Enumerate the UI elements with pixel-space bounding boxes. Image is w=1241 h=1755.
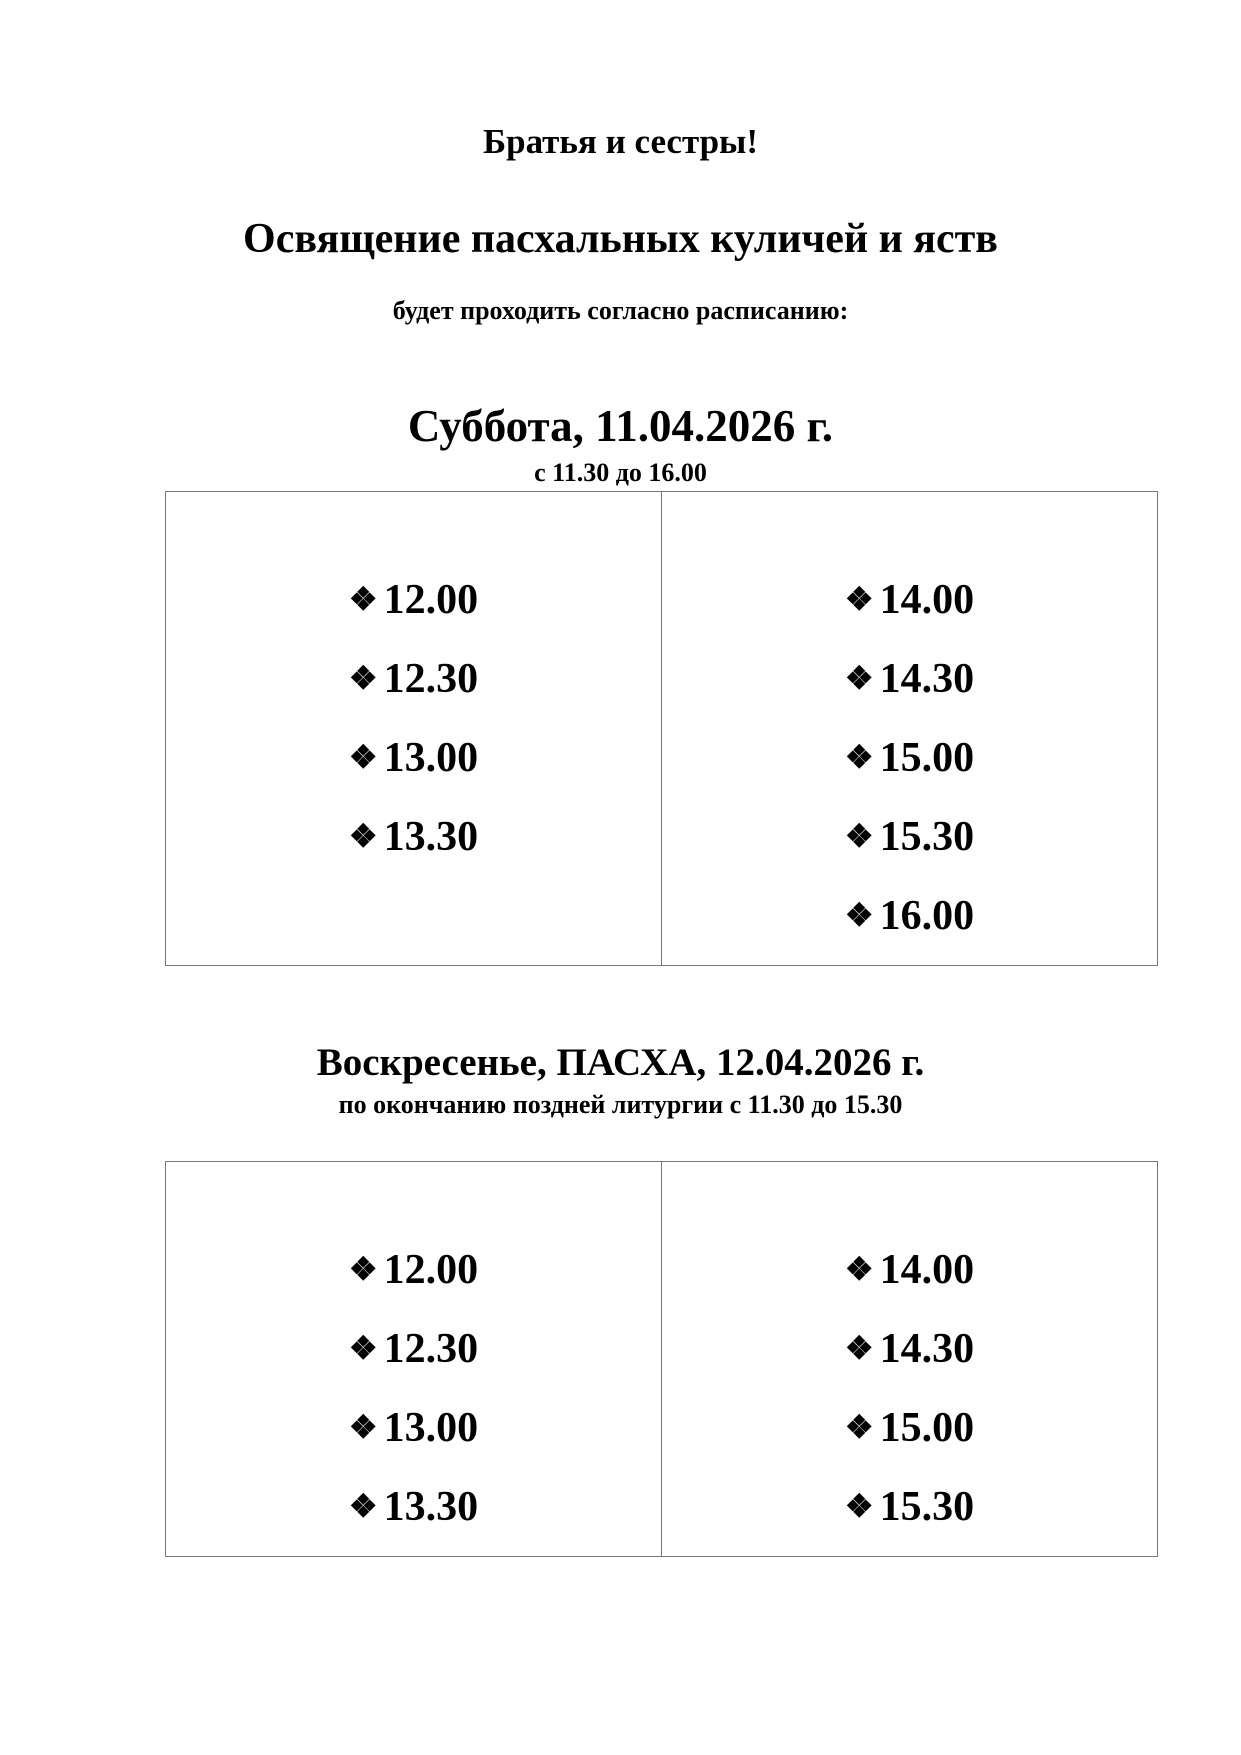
diamond-bullet-icon: ❖: [844, 660, 874, 696]
time-value: 12.00: [383, 577, 479, 623]
time-value: 14.00: [879, 1247, 975, 1293]
diamond-bullet-icon: ❖: [348, 818, 378, 854]
diamond-bullet-icon: ❖: [348, 1330, 378, 1366]
time-slot: [662, 811, 1157, 862]
schedule-column-right: [661, 492, 1157, 965]
diamond-bullet-icon: ❖: [348, 660, 378, 696]
diamond-bullet-icon: ❖: [844, 818, 874, 854]
diamond-bullet-icon: ❖: [348, 739, 378, 775]
time-slot: [166, 574, 661, 625]
time-value: 13.00: [383, 735, 479, 781]
diamond-bullet-icon: ❖: [844, 1409, 874, 1445]
day-heading-sunday: Воскресенье, ПАСХА, 12.04.2026 г.: [316, 1041, 925, 1084]
schedule-table-saturday: [165, 491, 1158, 966]
day-range-sunday: по окончанию поздней литургии с 11.30 до 15.30: [338, 1090, 903, 1119]
time-value: 13.00: [383, 1405, 479, 1451]
time-slot: [166, 653, 661, 704]
diamond-bullet-icon: ❖: [844, 1488, 874, 1524]
day-range-saturday: с 11.30 до 16.00: [534, 458, 707, 487]
time-slot: [166, 1481, 661, 1532]
time-slot: [166, 1244, 661, 1295]
time-value: 15.00: [879, 1405, 975, 1451]
diamond-bullet-icon: ❖: [348, 581, 378, 617]
time-value: 12.30: [383, 1326, 479, 1372]
diamond-bullet-icon: ❖: [348, 1251, 378, 1287]
time-value: 14.30: [879, 1326, 975, 1372]
time-value: 15.30: [879, 814, 975, 860]
time-slot: [662, 574, 1157, 625]
time-value: 12.30: [383, 656, 479, 702]
time-value: 13.30: [383, 814, 479, 860]
time-value: 12.00: [383, 1247, 479, 1293]
time-slot: [662, 1481, 1157, 1532]
diamond-bullet-icon: ❖: [844, 1251, 874, 1287]
schedule-table-sunday: [165, 1161, 1158, 1557]
time-value: 15.30: [879, 1484, 975, 1530]
time-slot: [166, 1402, 661, 1453]
time-value: 14.30: [879, 656, 975, 702]
schedule-column-right: [661, 1162, 1157, 1556]
time-slot: [166, 1323, 661, 1374]
time-slot: [662, 1323, 1157, 1374]
time-slot: [662, 732, 1157, 783]
time-slot: [662, 1402, 1157, 1453]
schedule-column-left: [166, 1162, 661, 1556]
time-value: 14.00: [879, 577, 975, 623]
time-slot: [662, 1244, 1157, 1295]
time-value: 16.00: [879, 893, 975, 939]
time-slot: [166, 811, 661, 862]
diamond-bullet-icon: ❖: [844, 897, 874, 933]
page-title: Освящение пасхальных куличей и яств: [243, 216, 998, 262]
time-slot: [166, 732, 661, 783]
time-slot: [662, 653, 1157, 704]
diamond-bullet-icon: ❖: [844, 1330, 874, 1366]
diamond-bullet-icon: ❖: [844, 581, 874, 617]
day-heading-saturday: Суббота, 11.04.2026 г.: [407, 401, 834, 451]
diamond-bullet-icon: ❖: [348, 1409, 378, 1445]
time-value: 15.00: [879, 735, 975, 781]
time-slot: [662, 890, 1157, 941]
schedule-column-left: [166, 492, 661, 965]
diamond-bullet-icon: ❖: [844, 739, 874, 775]
greeting: Братья и сестры!: [482, 122, 759, 161]
time-value: 13.30: [383, 1484, 479, 1530]
diamond-bullet-icon: ❖: [348, 1488, 378, 1524]
subtitle: будет проходить согласно расписанию:: [392, 296, 849, 325]
